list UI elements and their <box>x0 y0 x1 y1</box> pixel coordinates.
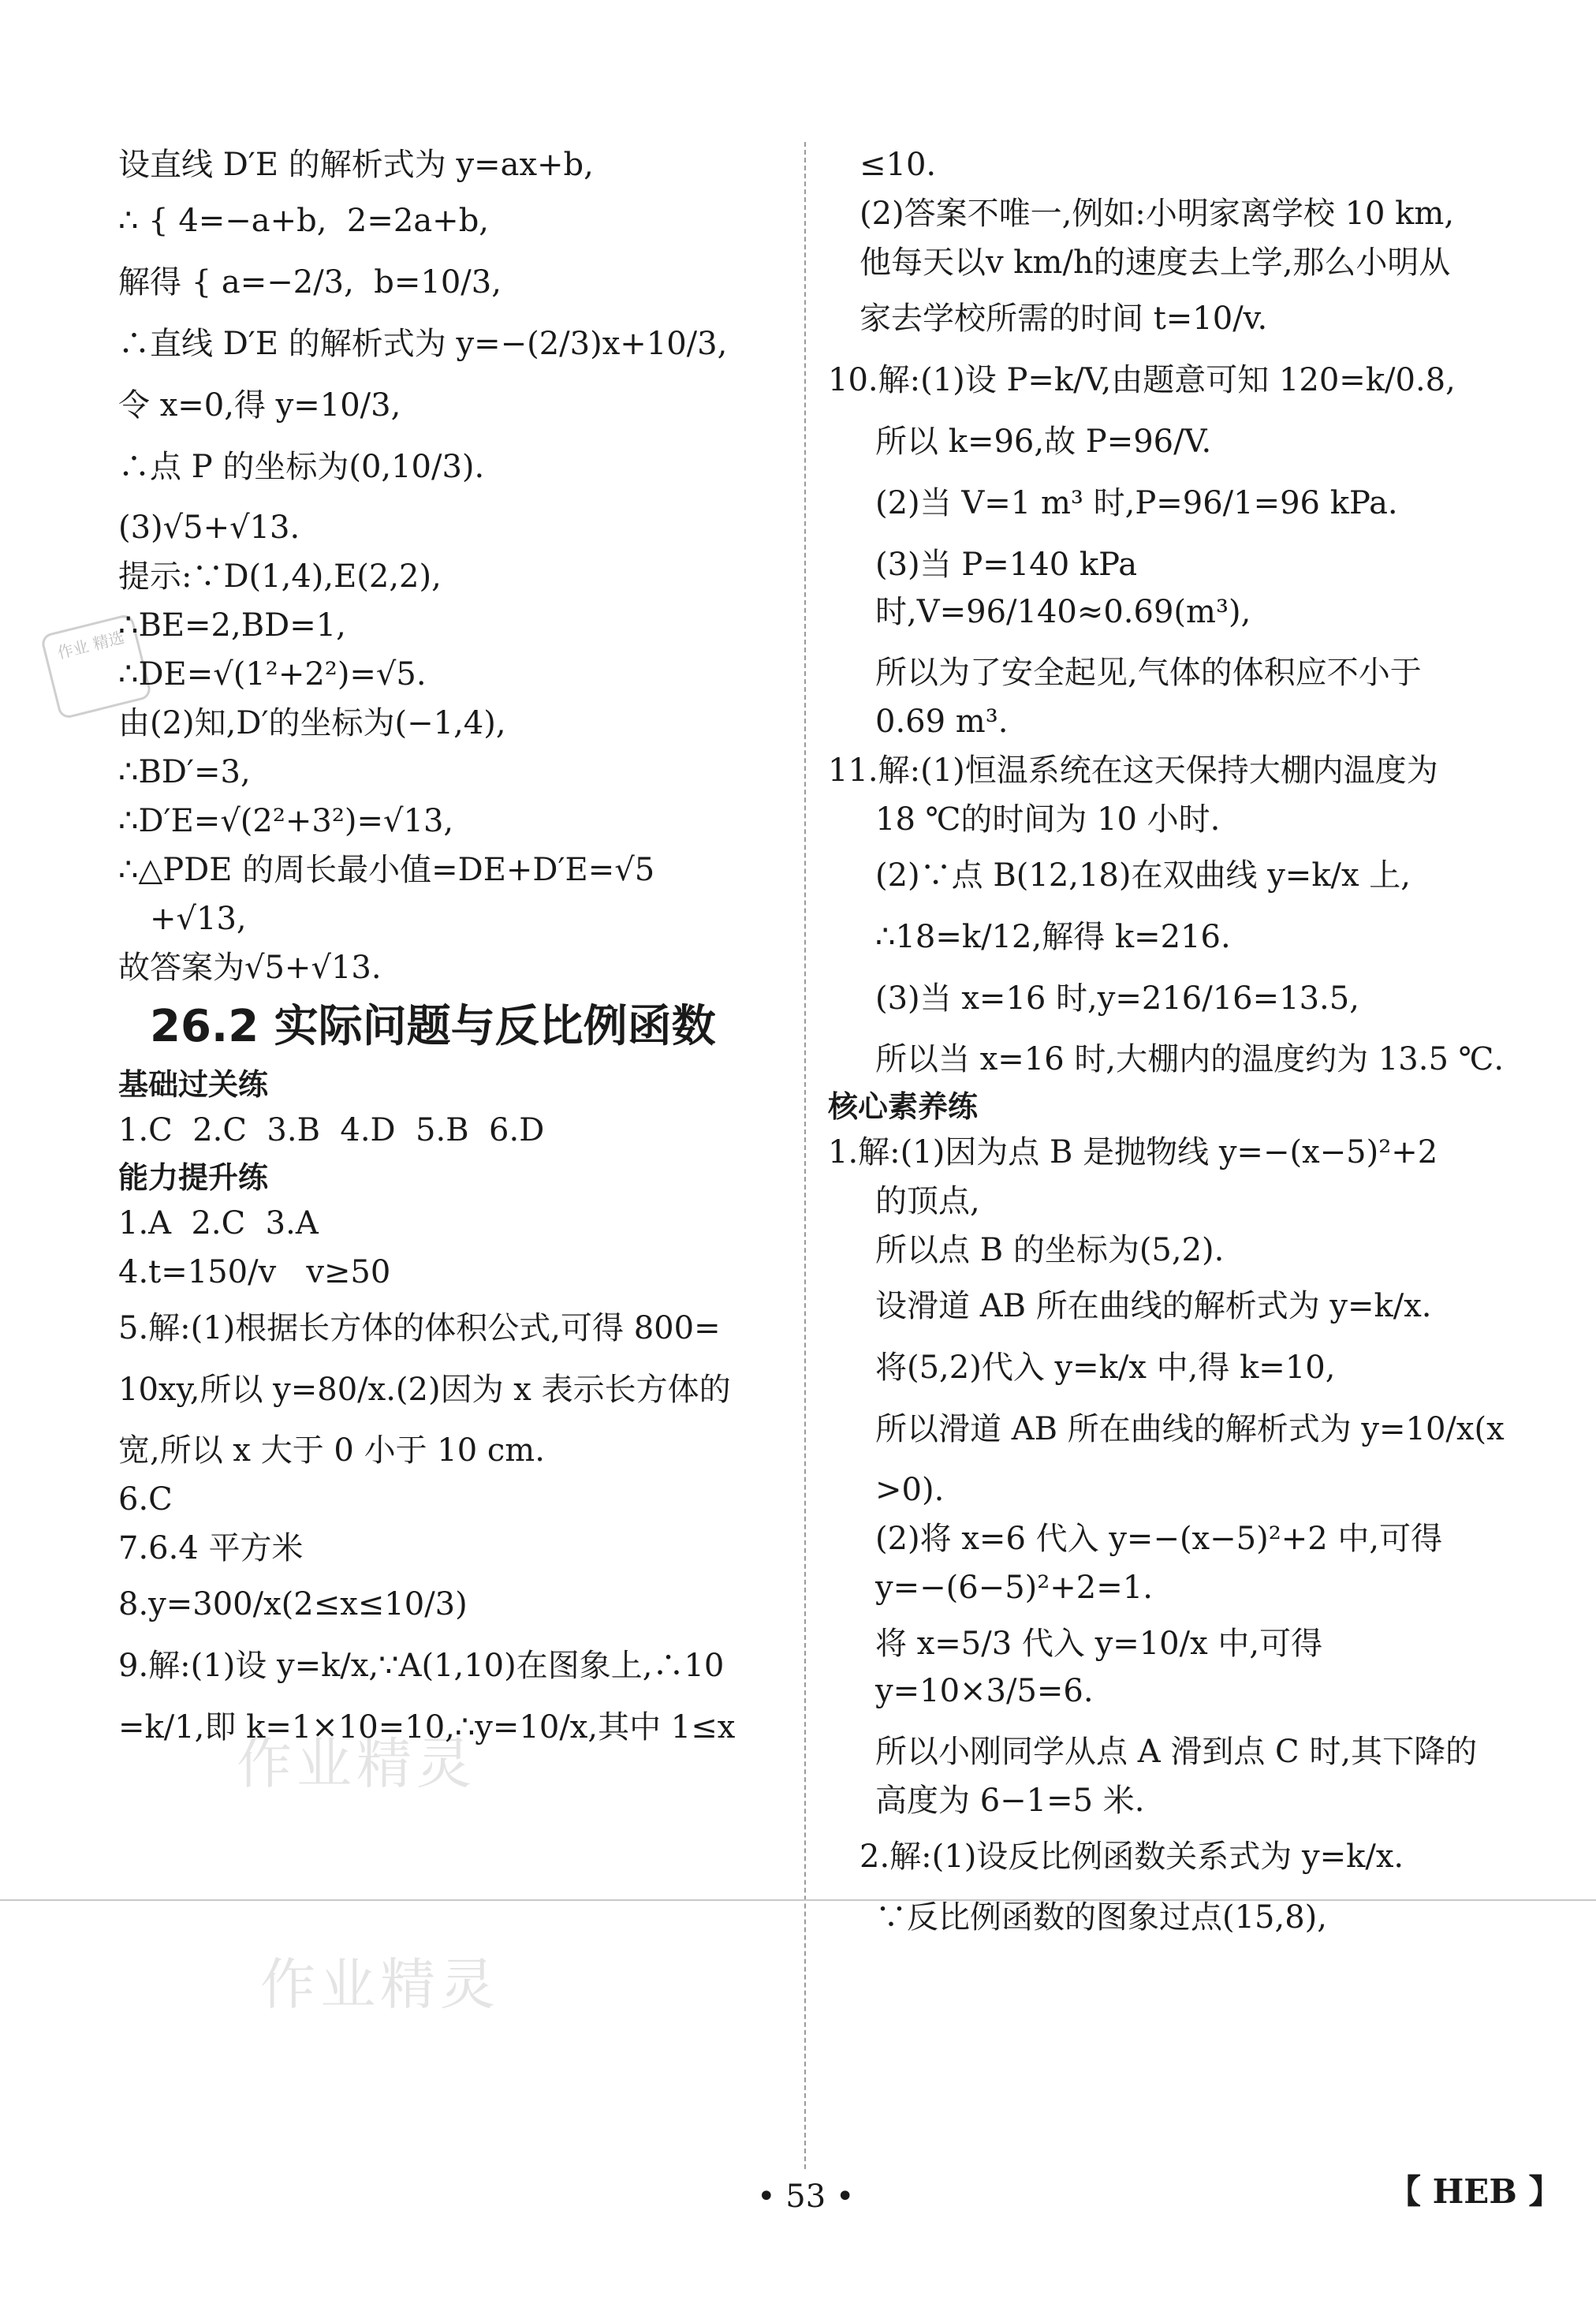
edition-tag: 【 HEB 】 <box>1388 2172 1562 2211</box>
equation-system: ∴ { 4=−a+b, 2=2a+b, <box>118 203 490 239</box>
text-line: 7.6.4 平方米 <box>118 1530 304 1566</box>
text-line: 家去学校所需的时间 t=10/v. <box>860 301 1268 337</box>
text-line: ≤10. <box>860 147 937 183</box>
text-line: 提示:∵D(1,4),E(2,2), <box>118 558 442 595</box>
text-line: 8.y=300/x(2≤x≤10/3) <box>118 1586 468 1622</box>
watermark: 作业精灵 <box>260 1952 500 2017</box>
text-line: 10xy,所以 y=80/x.(2)因为 x 表示长方体的 <box>118 1372 731 1408</box>
text-line: (3)√5+√13. <box>118 510 300 546</box>
core-heading: 核心素养练 <box>828 1089 979 1124</box>
text-line: 高度为 6−1=5 米. <box>875 1783 1145 1819</box>
text-line: (3)当 x=16 时,y=216/16=13.5, <box>875 980 1359 1017</box>
text-line: ∴18=k/12,解得 k=216. <box>875 919 1231 955</box>
basic-heading: 基础过关练 <box>118 1067 269 1102</box>
text-line: 宽,所以 x 大于 0 小于 10 cm. <box>118 1432 545 1469</box>
text-line: 6.C <box>118 1481 173 1518</box>
text-line: 所以为了安全起见,气体的体积应不小于 <box>875 655 1422 691</box>
equation-system: 解得 { a=−2/3, b=10/3, <box>118 264 502 301</box>
text-line: (2)将 x=6 代入 y=−(x−5)²+2 中,可得 <box>875 1521 1443 1557</box>
text-line: 18 ℃的时间为 10 小时. <box>875 801 1221 838</box>
text-line: ∴D′E=√(2²+3²)=√13, <box>118 803 454 839</box>
text-line: 0.69 m³. <box>875 704 1009 740</box>
text-line: 1.A 2.C 3.A <box>118 1205 319 1241</box>
text-line: (2)∵点 B(12,18)在双曲线 y=k/x 上, <box>875 857 1411 894</box>
basic-answers: 1.C 2.C 3.B 4.D 5.B 6.D <box>118 1112 545 1148</box>
text-line: y=−(6−5)²+2=1. <box>875 1570 1153 1606</box>
text-line: 所以当 x=16 时,大棚内的温度约为 13.5 ℃. <box>875 1041 1505 1077</box>
column-divider <box>804 142 806 2169</box>
text-line: 11.解:(1)恒温系统在这天保持大棚内温度为 <box>828 752 1438 789</box>
text-line: 10.解:(1)设 P=k/V,由题意可知 120=k/0.8, <box>828 362 1456 398</box>
left-column <box>118 142 796 1765</box>
text-line: ∵反比例函数的图象过点(15,8), <box>875 1899 1327 1936</box>
page-number: • 53 • <box>757 2179 855 2215</box>
text-line: >0). <box>875 1472 945 1508</box>
text-line: 令 x=0,得 y=10/3, <box>118 387 401 424</box>
stamp-logo: 作业 精选 <box>39 613 152 720</box>
text-line: +√13, <box>150 901 247 937</box>
right-column <box>828 142 1514 1943</box>
text-line: 4.t=150/v v≥50 <box>118 1254 391 1290</box>
text-line: ∴△PDE 的周长最小值=DE+D′E=√5 <box>118 852 655 888</box>
text-line: 设滑道 AB 所在曲线的解析式为 y=k/x. <box>875 1288 1432 1324</box>
text-line: 由(2)知,D′的坐标为(−1,4), <box>118 705 506 741</box>
text-line: ∴BD′=3, <box>118 754 251 790</box>
text-line: 所以小刚同学从点 A 滑到点 C 时,其下降的 <box>875 1734 1478 1770</box>
text-line: (2)当 V=1 m³ 时,P=96/1=96 kPa. <box>875 485 1398 521</box>
text-line: =k/1,即 k=1×10=10,∴y=10/x,其中 1≤x <box>118 1709 736 1746</box>
text-line: 所以滑道 AB 所在曲线的解析式为 y=10/x(x <box>875 1411 1505 1447</box>
text-line: 设直线 D′E 的解析式为 y=ax+b, <box>118 147 594 183</box>
text-line: 2.解:(1)设反比例函数关系式为 y=k/x. <box>860 1839 1404 1875</box>
text-line: ∴BE=2,BD=1, <box>118 607 346 644</box>
text-line: 所以 k=96,故 P=96/V. <box>875 424 1212 460</box>
text-line: ∴DE=√(1²+2²)=√5. <box>118 656 427 693</box>
text-line: ∴点 P 的坐标为(0,10/3). <box>118 449 485 485</box>
text-line: 将 x=5/3 代入 y=10/x 中,可得 y=10×3/5=6. <box>875 1626 1333 1709</box>
text-line: 的顶点, <box>875 1183 980 1219</box>
watermark: 作业精灵 <box>237 1731 476 1796</box>
section-title: 26.2 实际问题与反比例函数 <box>150 1001 716 1052</box>
text-line: 9.解:(1)设 y=k/x,∵A(1,10)在图象上,∴10 <box>118 1648 725 1684</box>
text-line: (3)当 P=140 kPa 时,V=96/140≈0.69(m³), <box>875 547 1251 630</box>
text-line: 5.解:(1)根据长方体的体积公式,可得 800= <box>118 1310 721 1346</box>
text-line: ∴直线 D′E 的解析式为 y=−(2/3)x+10/3, <box>118 326 728 362</box>
text-line: 故答案为√5+√13. <box>118 950 382 986</box>
text-line: 将(5,2)代入 y=k/x 中,得 k=10, <box>875 1350 1336 1386</box>
ability-heading: 能力提升练 <box>118 1160 269 1195</box>
text-line: 1.解:(1)因为点 B 是抛物线 y=−(x−5)²+2 <box>828 1134 1438 1171</box>
text-line: 他每天以v km/h的速度去上学,那么小明从 <box>860 245 1451 281</box>
text-line: 所以点 B 的坐标为(5,2). <box>875 1232 1225 1268</box>
text-line: (2)答案不唯一,例如:小明家离学校 10 km, <box>860 196 1455 232</box>
